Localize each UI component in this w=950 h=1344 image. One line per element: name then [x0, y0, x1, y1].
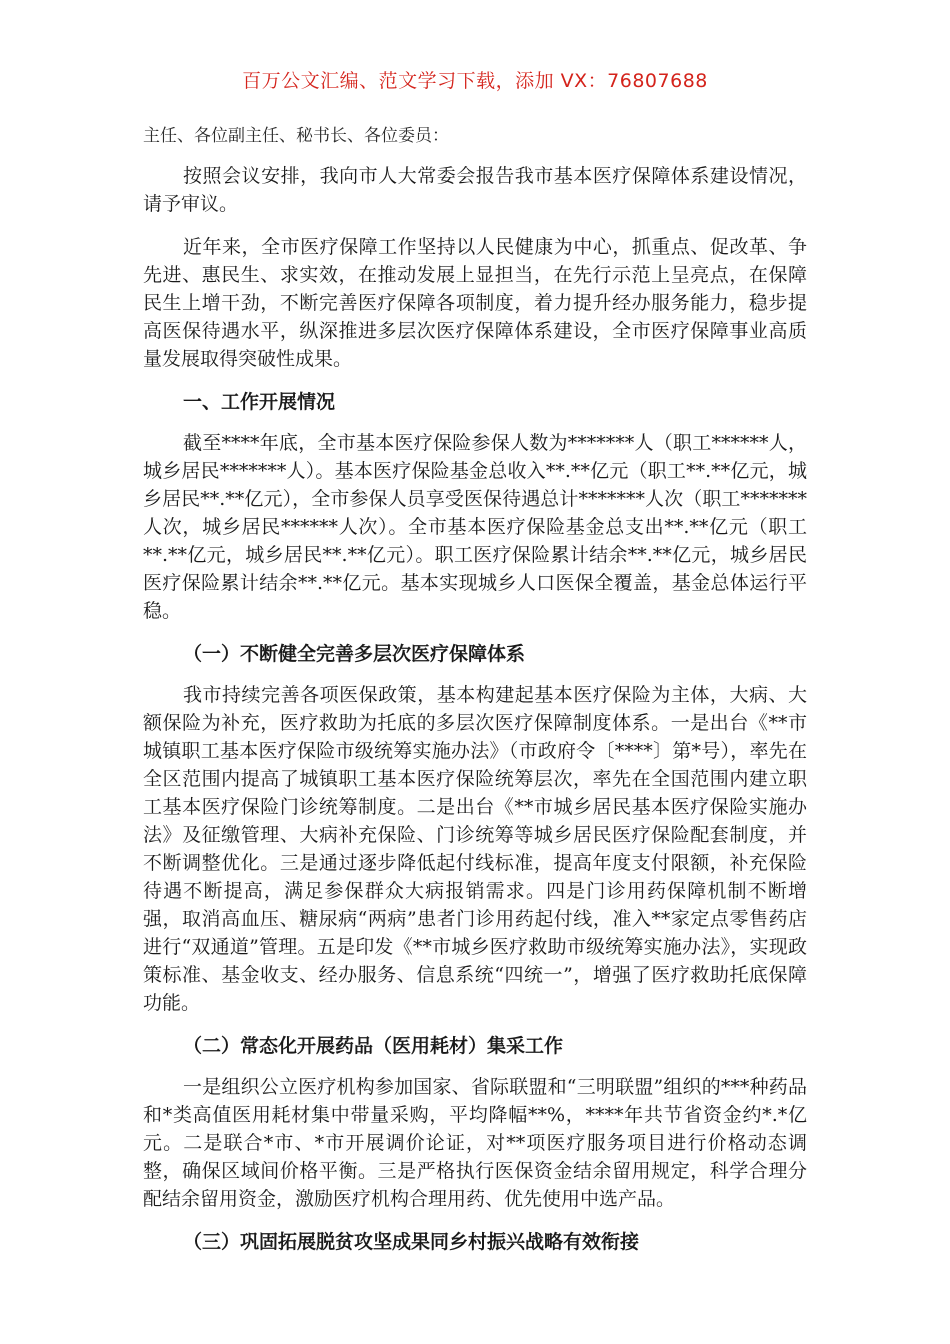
watermark-banner: 百万公文汇编、范文学习下载，添加 VX：76807688	[242, 70, 708, 92]
subsection-paragraph: 一是组织公立医疗机构参加国家、省际联盟和“三明联盟”组织的***种药品和*类高值医用耗材集中带量采购，平均降幅**%，****年共节省资金约*.*亿元。二是联合*市、*市开展调价论证，对**项医疗服务项目进行价格动态调整，确保区域间价格平衡。三是严格执行医保资金结余留用规定，科学合理分配结余留用资金，激励医疗机构合理用药、优先使用中选产品。	[143, 1076, 807, 1210]
document-body	[143, 124, 807, 1269]
section-heading: 一、工作开展情况	[183, 391, 336, 413]
intro-paragraph: 按照会议安排，我向市人大常委会报告我市基本医疗保障体系建设情况，请予审议。	[143, 165, 807, 215]
subsection-heading: （二）常态化开展药品（医用耗材）集采工作	[183, 1035, 564, 1057]
overview-paragraph: 截至****年底，全市基本医疗保险参保人数为*******人（职工******人，城乡居民*******人）。基本医疗保险基金总收入**.**亿元（职工**.**亿元，城乡居民**.**亿元），全市参保人员享受医保待遇总计*******人次（职工*******人次，城乡居民******人次）。全市基本医疗保险基金总支出**.**亿元（职工**.**亿元，城乡居民**.**亿元）。职工医疗保险累计结余**.**亿元，城乡居民医疗保险累计结余**.**亿元。基本实现城乡人口医保全覆盖，基金总体运行平稳。	[143, 432, 807, 622]
salutation: 主任、各位副主任、秘书长、各位委员：	[143, 126, 449, 146]
subsection-paragraph: 我市持续完善各项医保政策，基本构建起基本医疗保险为主体，大病、大额保险为补充，医疗救助为托底的多层次医疗保障制度体系。一是出台《**市城镇职工基本医疗保险市级统筹实施办法》（市政府令〔****〕第*号），率先在全区范围内提高了城镇职工基本医疗保险统筹层次，率先在全国范围内建立职工基本医疗保险门诊统筹制度。二是出台《**市城乡居民基本医疗保险实施办法》及征缴管理、大病补充保险、门诊统筹等城乡居民医疗保险配套制度，并不断调整优化。三是通过逐步降低起付线标准，提高年度支付限额，补充保险待遇不断提高，满足参保群众大病报销需求。四是门诊用药保障机制不断增强，取消高血压、糖尿病“两病”患者门诊用药起付线，准入**家定点零售药店进行“双通道”管理。五是印发《**市城乡医疗救助市级统筹实施办法》，实现政策标准、基金收支、经办服务、信息系统“四统一”，增强了医疗救助托底保障功能。	[143, 684, 807, 1014]
subsection-heading: （一）不断健全完善多层次医疗保障体系	[183, 643, 526, 665]
intro-paragraph: 近年来，全市医疗保障工作坚持以人民健康为中心，抓重点、促改革、争先进、惠民生、求实效，在推动发展上显担当，在先行示范上呈亮点，在保障民生上增干劲，不断完善医疗保障各项制度，着力提升经办服务能力，稳步提高医保待遇水平，纵深推进多层次医疗保障体系建设，全市医疗保障事业高质量发展取得突破性成果。	[143, 236, 807, 370]
subsection-heading: （三）巩固拓展脱贫攻坚成果同乡村振兴战略有效衔接	[183, 1231, 640, 1253]
